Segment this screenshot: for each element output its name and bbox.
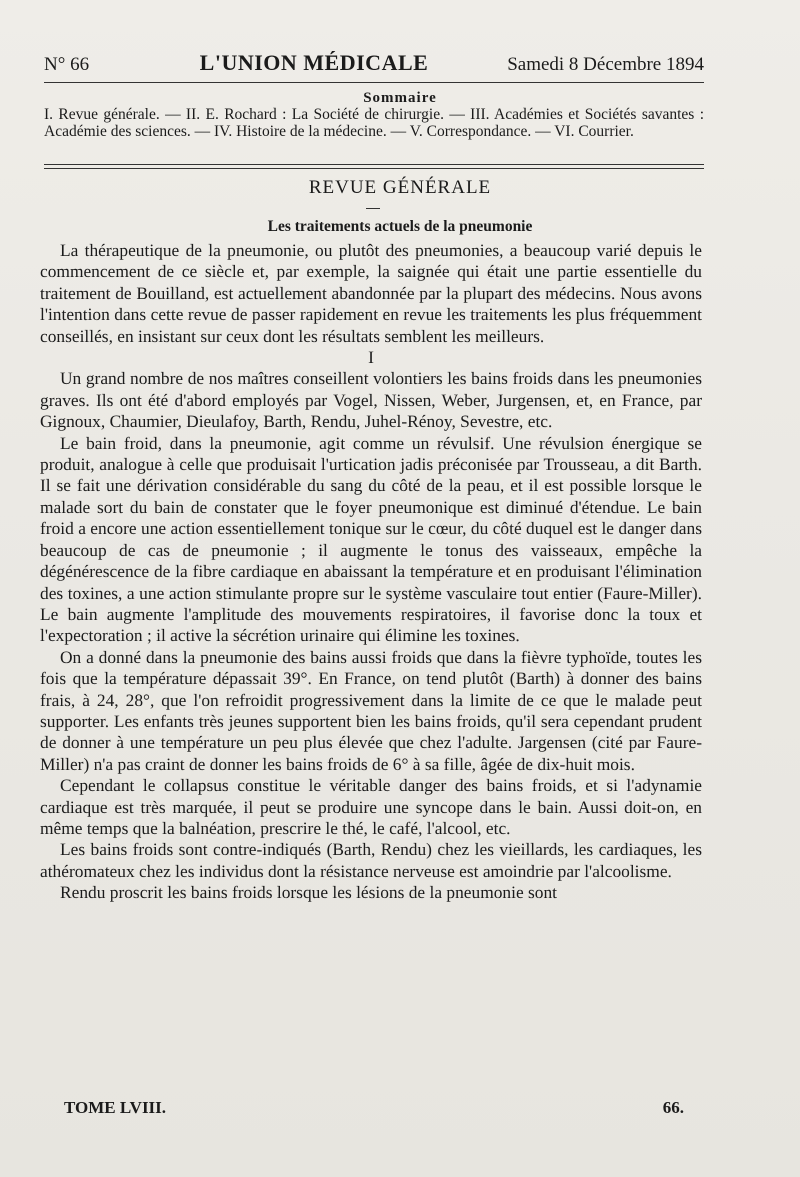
page-number: 66. (662, 1098, 684, 1117)
sommaire-title: Sommaire (363, 90, 437, 106)
issue-number: N° 66 (44, 54, 90, 75)
paragraph-cold-baths: Un grand nombre de nos maîtres conseillent volontiers les bains froids dans les pneumonies graves. Ils ont été d'abord employés par Vogel, Nissen, Weber, Jurgensen, et, en France, par Gignoux, Chaumier, Dieulafoy, Barth, Rendu, Juhel-Rénoy, Sevestre, etc. (40, 368, 702, 432)
article-title: Les traitements actuels de la pneumonie (267, 218, 533, 235)
title-dash (366, 208, 380, 209)
section-divider (44, 164, 704, 169)
issue-date: Samedi 8 Décembre 1894 (507, 54, 704, 75)
page-footer (64, 1098, 684, 1118)
paragraph-revulsive: Le bain froid, dans la pneumonie, agit comme un révulsif. Une révulsion énergique se produit, analogue à celle que produisait l'urtication jadis préconisée par Trousseau, a dit Barth. Il se fait une dérivation considérable du sang du côté de la peau, et il est possible lorsque le malade sort du bain de constater que le foyer pneumonique est diminué d'étendue. Le bain froid a encore une action essentiellement tonique sur le cœur, du côté duquel est le danger dans beaucoup de cas de pneumonie ; il augmente le tonus des vaisseaux, empêche la dégénérescence de la fibre cardiaque en abaissant la température et en produisant l'élimination des toxines, a une action stimulante propre sur le système vasculaire tout entier (Faure-Miller). Le bain augmente l'amplitude des mouvements respiratoires, il favorise donc la toux et l'expectoration ; il active la sécrétion urinaire qui élimine les toxines. (40, 432, 702, 646)
sommaire-contents: I. Revue générale. — II. E. Rochard : La Société de chirurgie. — III. Académies et Sociétés savantes : Académie des sciences. — IV. Histoire de la médecine. — V. Correspondance. — VI. Courrier. (44, 106, 704, 140)
paragraph-rendu: Rendu proscrit les bains froids lorsque les lésions de la pneumonie sont (60, 882, 558, 903)
article-body (40, 240, 702, 904)
part-number: I (368, 347, 374, 368)
paragraph-contraindications: Les bains froids sont contre-indiqués (Barth, Rendu) chez les vieillards, les cardiaques, les athéromateux chez les individus dont la résistance nerveuse est amoindrie par l'alcoolisme. (40, 839, 702, 881)
paragraph-temperature: On a donné dans la pneumonie des bains aussi froids que dans la fièvre typhoïde, toutes les fois que la température dépassait 39°. En France, on tend plutôt (Barth) à donner des bains frais, à 24, 28°, que l'on refroidit progressivement dans la limite de ce que le malade peut supporter. Les enfants très jeunes supportent bien les bains froids, qu'il sera cependant prudent de donner à une température un peu plus élevée que chez l'adulte. Jargensen (cité par Faure-Miller) n'a pas craint de donner les bains froids de 6° à sa fille, âgée de dix-huit mois. (40, 646, 702, 774)
page-header (44, 50, 704, 76)
volume-label: TOME LVIII. (64, 1098, 167, 1117)
journal-title: L'UNION MÉDICALE (199, 50, 429, 75)
paragraph-intro: La thérapeutique de la pneumonie, ou plutôt des pneumonies, a beaucoup varié depuis le commencement de ce siècle et, par exemple, la saignée qui était une partie essentielle du traitement de Bouilland, est actuellement abandonnée par la plupart des médecins. Nous avons l'intention dans cette revue de passer rapidement en revue les traitements les plus fréquemment conseillés, en insistant sur ceux dont les résultats semblent les meilleurs. (40, 240, 702, 346)
section-title: REVUE GÉNÉRALE (308, 177, 492, 198)
paragraph-collapsus: Cependant le collapsus constitue le véritable danger des bains froids, et si l'adynamie cardiaque est très marquée, il peut se produire une syncope dans le bain. Aussi doit-on, en même temps que la balnéation, prescrire le thé, le café, l'alcool, etc. (40, 775, 702, 838)
header-rule (44, 82, 704, 83)
